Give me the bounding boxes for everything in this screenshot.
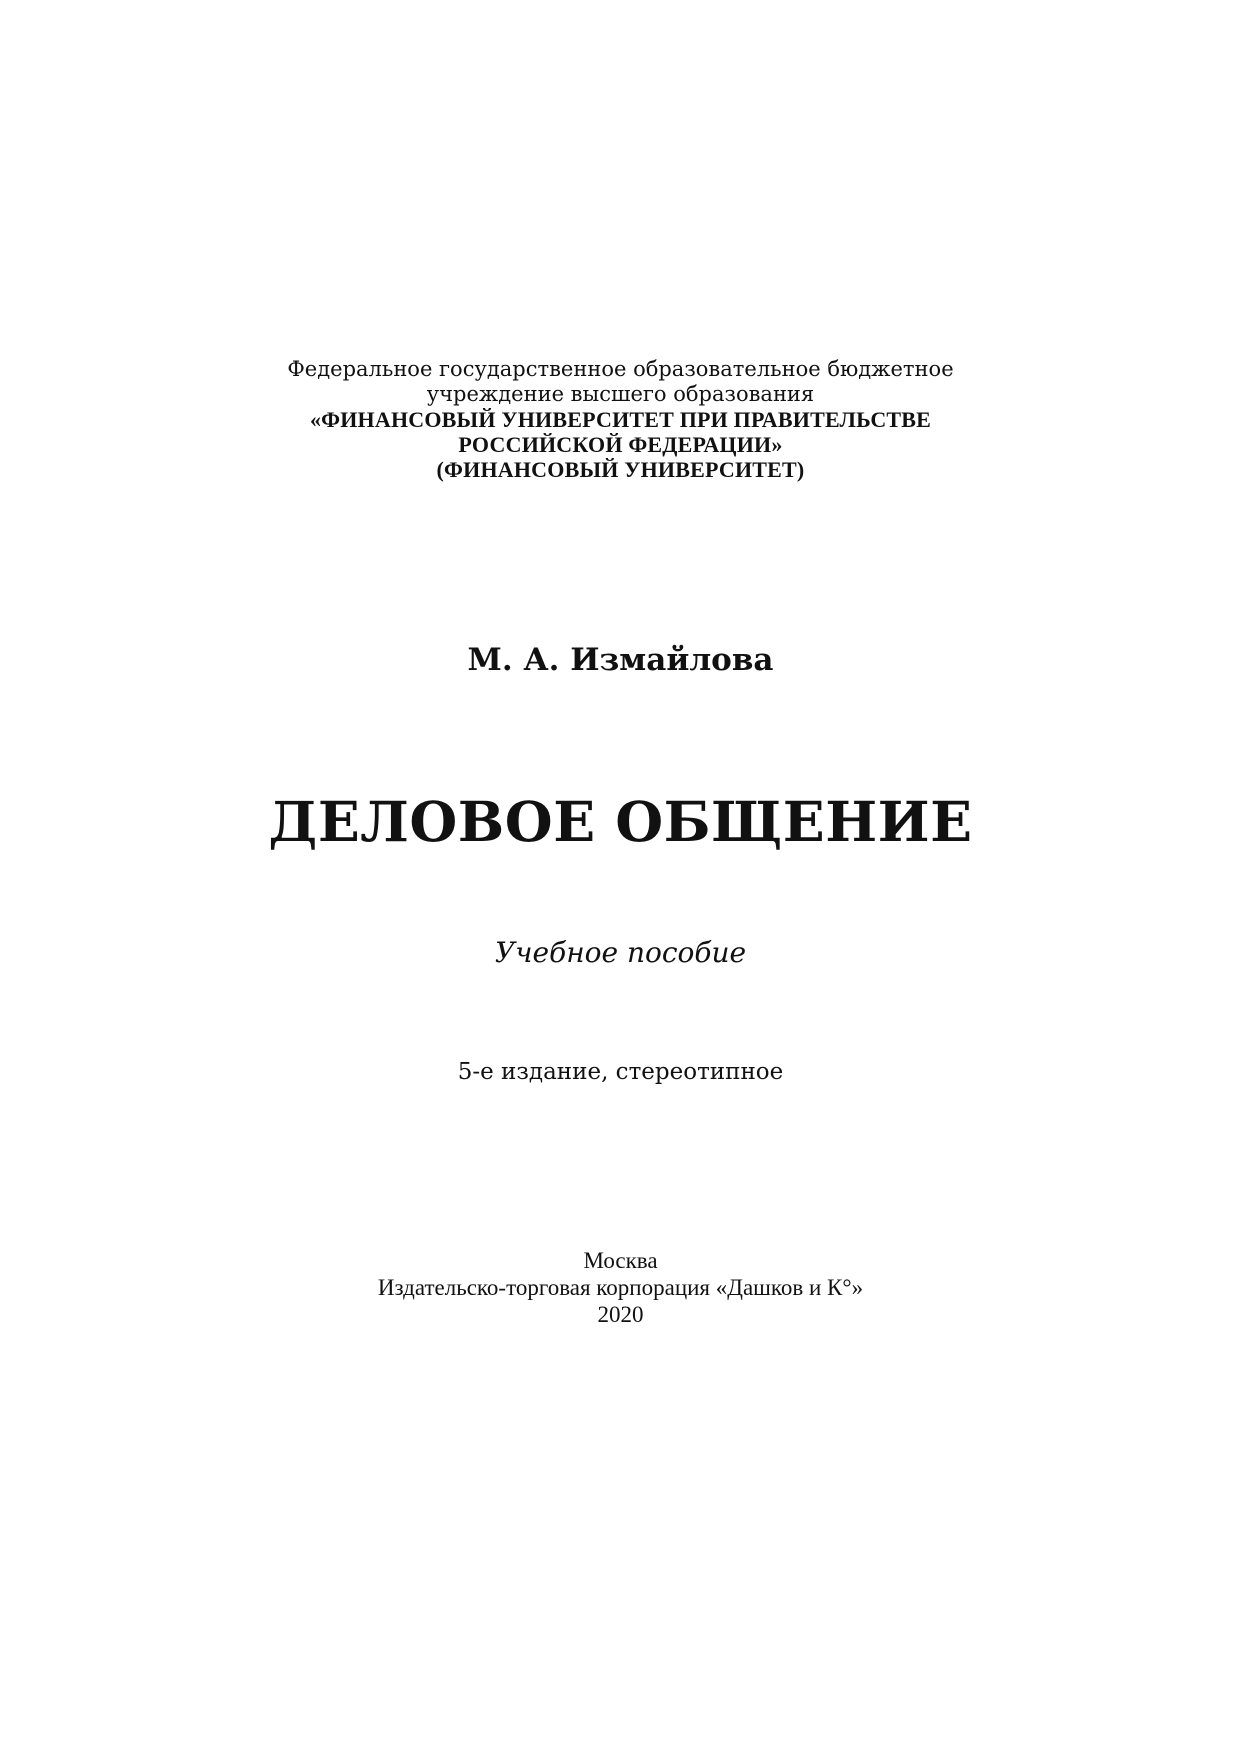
publisher-name: Издательско-торговая корпорация «Дашков и К°» bbox=[377, 1275, 864, 1300]
institution-line-5: (ФИНАНСОВЫЙ УНИВЕРСИТЕТ) bbox=[436, 457, 805, 482]
institution-line-4: РОССИЙСКОЙ ФЕДЕРАЦИИ» bbox=[458, 432, 783, 457]
publication-year: 2020 bbox=[597, 1302, 644, 1327]
book-subtitle: Учебное пособие bbox=[494, 936, 747, 969]
author-name: М. А. Измайлова bbox=[467, 642, 774, 678]
institution-line-1: Федеральное государственное образовательное бюджетное bbox=[287, 357, 954, 381]
book-title: ДЕЛОВОЕ ОБЩЕНИЕ bbox=[268, 789, 973, 854]
institution-header bbox=[0, 357, 1241, 482]
institution-line-3: «ФИНАНСОВЫЙ УНИВЕРСИТЕТ ПРИ ПРАВИТЕЛЬСТВЕ bbox=[309, 407, 932, 432]
publisher-info bbox=[0, 1247, 1241, 1328]
edition-note: 5-е издание, стереотипное bbox=[457, 1059, 784, 1085]
institution-line-2: учреждение высшего образования bbox=[426, 382, 815, 406]
publisher-city: Москва bbox=[583, 1248, 658, 1273]
